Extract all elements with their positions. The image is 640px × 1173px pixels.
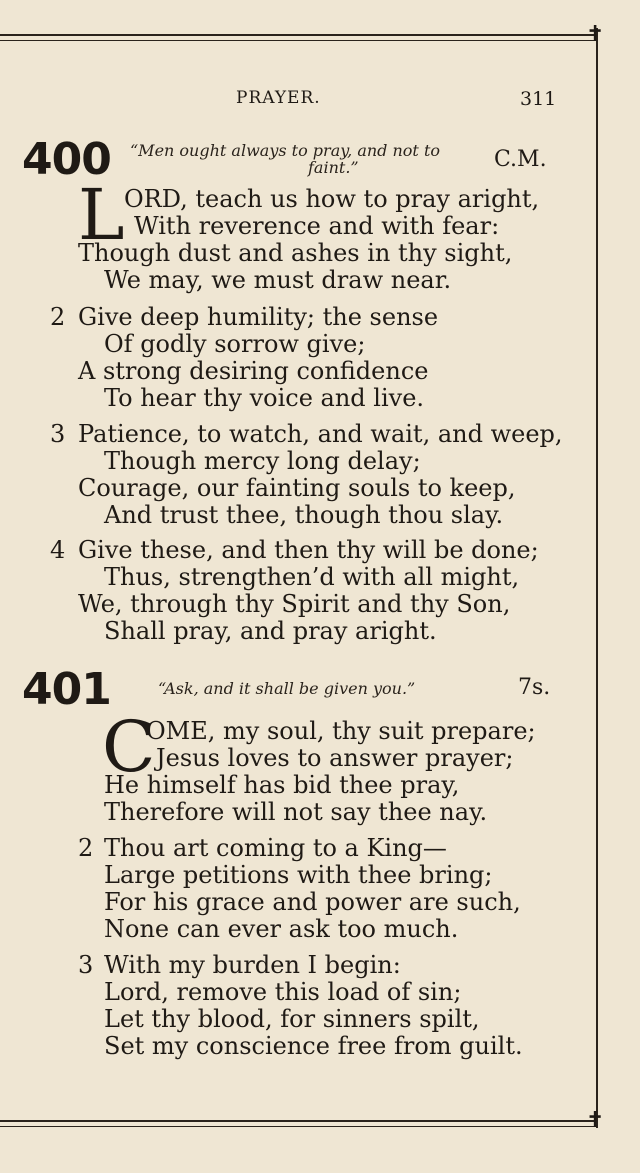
hymn-number: 400 bbox=[22, 134, 111, 185]
hymn-line: Of godly sorrow give; bbox=[104, 330, 366, 358]
hymn-meter: 7s. bbox=[518, 675, 551, 700]
hymn-line: Thus, strengthen’d with all might, bbox=[104, 563, 520, 591]
right-rule bbox=[596, 28, 598, 1128]
verse-number: 3 bbox=[50, 420, 66, 448]
epigraph-line: “Men ought always to pray, and not to bbox=[130, 141, 440, 160]
hymn-line: With reverence and with fear: bbox=[134, 212, 500, 240]
hymn-line: Shall pray, and pray aright. bbox=[104, 617, 437, 645]
bottom-rule bbox=[0, 1120, 594, 1122]
hymn-line: Jesus loves to answer prayer; bbox=[156, 744, 514, 772]
cross-ornament-top-icon: ✝ bbox=[586, 22, 605, 47]
hymn-line: Therefore will not say thee nay. bbox=[104, 798, 488, 826]
hymn-line: He himself has bid thee pray, bbox=[104, 771, 460, 799]
hymn-line: We may, we must draw near. bbox=[104, 266, 452, 294]
hymn-line: And trust thee, though thou slay. bbox=[104, 501, 504, 529]
hymn-line: We, through thy Spirit and thy Son, bbox=[78, 590, 511, 618]
hymn-line: Large petitions with thee bring; bbox=[104, 861, 493, 889]
hymn-number: 401 bbox=[22, 664, 111, 715]
hymn-line: Lord, remove this load of sin; bbox=[104, 978, 462, 1006]
hymn-meter: C.M. bbox=[494, 147, 547, 172]
hymn-line: Courage, our fainting souls to keep, bbox=[78, 474, 516, 502]
epigraph-line: “Ask, and it shall be given you.” bbox=[158, 679, 416, 698]
top-rule-thin bbox=[0, 40, 594, 41]
page-number: 311 bbox=[520, 88, 557, 110]
bottom-rule-thin bbox=[0, 1126, 594, 1127]
hymn-line: Though mercy long delay; bbox=[104, 447, 421, 475]
verse-number: 3 bbox=[78, 951, 94, 979]
verse-number: 2 bbox=[50, 303, 66, 331]
hymn-line: Thou art coming to a King— bbox=[104, 834, 447, 862]
hymn-line: Set my conscience free from guilt. bbox=[104, 1032, 523, 1060]
epigraph-line: faint.” bbox=[308, 158, 359, 177]
hymn-epigraph bbox=[158, 680, 415, 697]
hymn-line: Give these, and then thy will be done; bbox=[78, 536, 539, 564]
cross-ornament-bottom-icon: ✝ bbox=[586, 1108, 605, 1133]
top-rule bbox=[0, 34, 594, 36]
hymn-line: Give deep humility; the sense bbox=[78, 303, 439, 331]
hymn-line: To hear thy voice and live. bbox=[104, 384, 425, 412]
verse-number: 2 bbox=[78, 834, 94, 862]
hymn-line: ORD, teach us how to pray aright, bbox=[124, 185, 540, 213]
drop-cap: L bbox=[78, 174, 125, 256]
hymn-line: Let thy blood, for sinners spilt, bbox=[104, 1005, 480, 1033]
hymn-line: Patience, to watch, and wait, and weep, bbox=[78, 420, 563, 448]
running-head: PRAYER. bbox=[236, 88, 321, 108]
hymn-line: None can ever ask too much. bbox=[104, 915, 459, 943]
verse-number: 4 bbox=[50, 536, 66, 564]
drop-cap: C bbox=[102, 706, 156, 788]
hymn-line: A strong desiring confidence bbox=[78, 357, 429, 385]
hymn-epigraph bbox=[130, 142, 440, 176]
hymn-line: Though dust and ashes in thy sight, bbox=[78, 239, 513, 267]
hymn-line: For his grace and power are such, bbox=[104, 888, 521, 916]
hymn-line: With my burden I begin: bbox=[104, 951, 401, 979]
hymn-line: OME, my soul, thy suit prepare; bbox=[146, 717, 536, 745]
